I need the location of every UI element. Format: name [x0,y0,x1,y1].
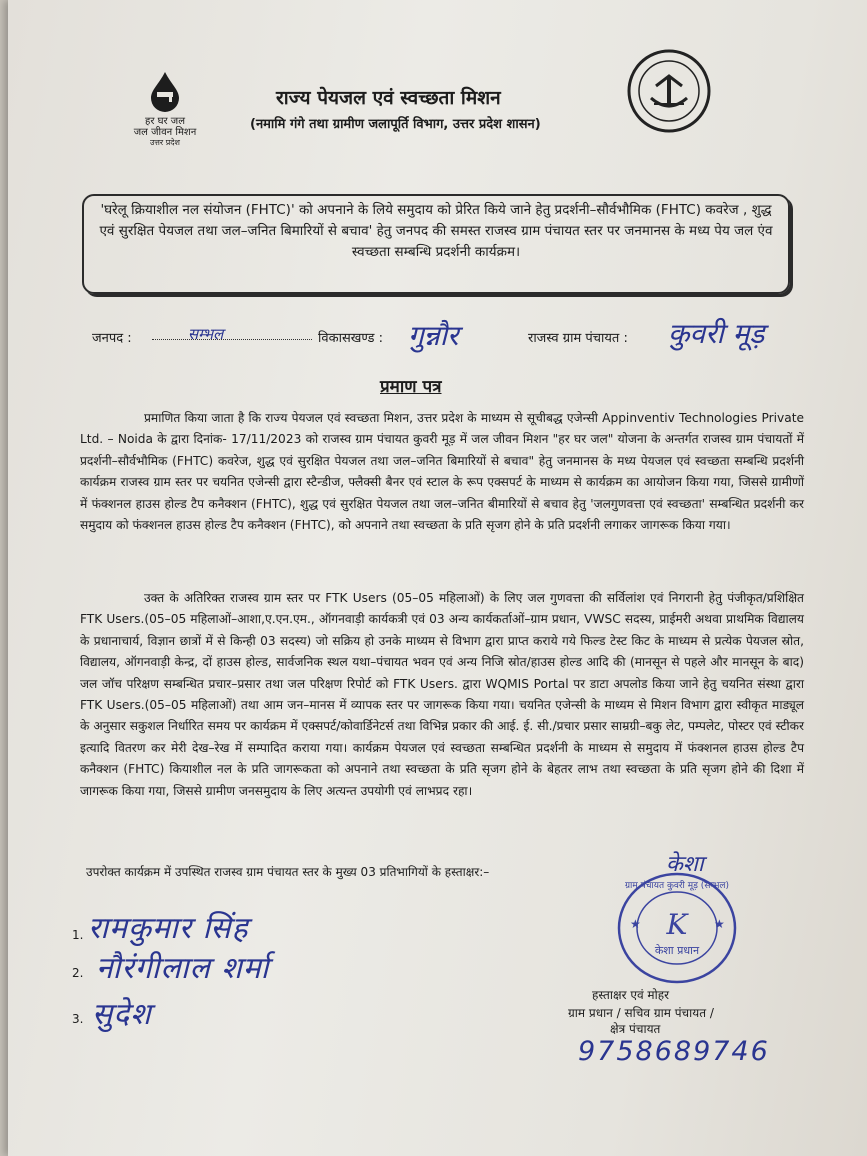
program-title-box: 'घरेलू क्रियाशील नल संयोजन (FHTC)' को अपनाने के लिये समुदाय को प्रेरित किये जाने हेतु प्रदर्शनी–सौर्वभौमिक (FHTC) कवरेज , शुद्ध एवं सुरक्षित पेयजल तथा जल–जनित बिमारियों से बचाव' हेतु जनपद की समस्त राजस्व ग्राम पंचायत स्तर पर जनमानस के मध्य पेय जल एंव स्वच्छता सम्बन्धि प्रदर्शनी कार्यक्रम। [82,194,790,294]
pradhan-signature: केशा [666,852,704,877]
block-value: गुन्नौर [408,319,459,352]
seal-inner-text: केशा प्रधान [654,944,700,957]
signature-3: सुदेश [92,997,152,1032]
seal-letter: K [666,908,688,941]
certificate-title: प्रमाण पत्र [380,377,442,397]
water-drop-icon [147,70,183,112]
up-govt-emblem-icon [626,48,712,134]
org-title: राज्य पेयजल एवं स्वच्छता मिशन [276,87,501,109]
sign-and-seal-label: हस्ताक्षर एवं मोहर [592,988,670,1002]
panchayat-seal-icon [614,868,740,988]
para-2-text: उक्त के अतिरिक्त राजस्व ग्राम स्तर पर FTK Users (05–05 महिलाओं) के लिए जल गुणवत्ता की सर्विलांश एवं निगरानी हेतु पंजीकृत/प्रशिक्षित FTK Users.(05–05 महिलाओं–आशा,ए.एन.एम., ऑगनवाड़ी कार्यकत्री एवं 03 अन्य कार्यकर्ताओं–ग्राम प्रधान, VWSC सदस्य, प्राईमरी अथवा प्राथमिक विद्यालय के प्रधानाचार्य, विज्ञान छात्रों में से किन्ही 03 सदस्य) जो सक्रिय हो उनके माध्यम से विभाग द्वारा प्राप्त कराये गये फिल्ड टेस्ट किट के माध्यम से प्रत्येक पेयजल स्रोत, विद्यालय, ऑगनवाड़ी केन्द्र, दों हाउस होल्ड, सार्वजनिक स्थल यथा–पंचायत भवन एवं अन्य निजि स्रोत/हाउस होल्ड आदि की (मानसून से पहले और मानसून के बाद) जल जॉच परिक्षण सम्बन्धित प्रचार–प्रसार तथा जल परिक्षण रिपोर्ट को FTK Users. द्वारा WQMIS Portal पर डाटा अपलोड किया जाने हेतु चयनित संस्था द्वारा FTK Users.(05–05 महिलाओं) तथा आम जन–मानस में व्यापक स्तर पर जागरूक किया गया। चयनित एजेन्सी के माध्यम से मिशन विभाग द्वारा स्वीकृत माड्यूल के अनुसार सकुशल निर्धारित समय पर कार्यक्रम में एक्सपर्ट/कोवार्डिनेटर्स तथा विभिन्न प्रकार की आई. ई. सी./प्रचार प्रसार साम्रग्री–बकु लेट, पम्पलेट, पोस्टर एवं स्टीकर इत्यादि वितरण कर मेरी देख–रेख में सम्पादित कराया गया। कार्यक्रम पेयजल एवं स्वच्छता सम्बन्धित प्रदर्शनी के माध्यम से समुदाय में फंक्शनल हाउस होल्ड टैप कनैक्शन (FHTC) कियाशील नल के प्रति जागरूकता को अपनाने तथा स्वच्छता के प्रति सृजग होने के बेहतर लाभ तथा स्वच्छता के प्रति सृजग होने की दिशा में जागरूक किया गया, जिससे ग्रामीण जनसमुदाय के लिए अत्यन्त उपयोगी एवं लाभप्रद रहा। [80,591,804,798]
logo-line-1: हर घर जल [145,116,185,127]
role-label-2: क्षेत्र पंचायत [610,1022,661,1036]
logo-line-2: जल जीवन मिशन [133,127,197,138]
jal-jeevan-mission-logo [120,70,210,147]
district-dotted-line [152,338,312,340]
signature-1: रामकुमार सिंह [88,911,249,946]
panchayat-value: कुवरी मूड़ [668,317,765,350]
seal-star-right: ★ [714,917,725,931]
signature-2: नौरंगीलाल शर्मा [96,951,270,986]
certificate-para-2 [80,588,804,802]
sig-number-2: 2. [72,966,84,980]
district-label: जनपद : [92,331,132,346]
block-label: विकासखण्ड : [318,331,384,346]
sig-number-1: 1. [72,928,84,942]
certificate-para-1 [80,408,804,536]
sig-number-3: 3. [72,1012,84,1026]
district-value: सम्भल [188,325,224,343]
seal-outer-text: ग्राम पंचायत कुवरी मूड़ (सम्भल) [624,881,730,891]
org-subtitle: (नमामि गंगे तथा ग्रामीण जलापूर्ति विभाग, उत्तर प्रदेश शासन) [250,117,541,132]
role-label: ग्राम प्रधान / सचिव ग्राम पंचायत / [568,1006,714,1020]
logo-line-3: उत्तर प्रदेश [150,138,180,147]
para-1-text: प्रमाणित किया जाता है कि राज्य पेयजल एवं स्वच्छता मिशन, उत्तर प्रदेश के माध्यम से सूचीबद्ध एजेन्सी Appinventiv Technologies Private Ltd. – Noida के द्वारा दिनांक- 17/11/2023 को राजस्व ग्राम पंचायत कुवरी मूड़ में जल जीवन मिशन "हर घर जल" योजना के अन्तर्गत राजस्व ग्राम पंचायतों में प्रदर्शनी–सौर्वभौमिक (FHTC) कवरेज, शुद्ध एवं सुरक्षित पेयजल तथा जल–जनित बिमारियों से बचाव" हेतु जनमानस के मध्य पेयजल एवं स्वच्छता सम्बन्धि प्रदर्शनी कार्यक्रम राजस्व ग्राम स्तर पर चयनित एजेन्सी द्वारा स्टैन्डीज, फ्लैक्सी बैनर एवं स्टाल के रूप एक्सपर्ट के माध्यम से कार्यक्रम का आयोजन किया गया, जिससे ग्रामीणों में फंक्शनल हाउस होल्ड टैप कनैक्शन (FHTC), शुद्ध एवं सुरक्षित पेयजल तथा जल–जनित बीमारियों से बचाव हेतु 'जलगुणवत्ता एवं स्वच्छता' सम्बन्धित प्रदर्शनी कर समुदाय को फंक्शनल हाउस होल्ड टैप कनैक्शन (FHTC), को अपनाने तथा स्वच्छता के प्रति सृजग होने के प्रति प्रदर्शनी लगाकर जागरूक किया गया। [80,411,804,533]
panchayat-label: राजस्व ग्राम पंचायत : [528,331,628,346]
seal-star-left: ★ [630,917,641,931]
phone-number: 9758689746 [578,1036,770,1067]
signature-intro: उपरोक्त कार्यक्रम में उपस्थित राजस्व ग्राम पंचायत स्तर के मुख्य 03 प्रतिभागियों के हस्ताक्षर:– [86,865,490,879]
